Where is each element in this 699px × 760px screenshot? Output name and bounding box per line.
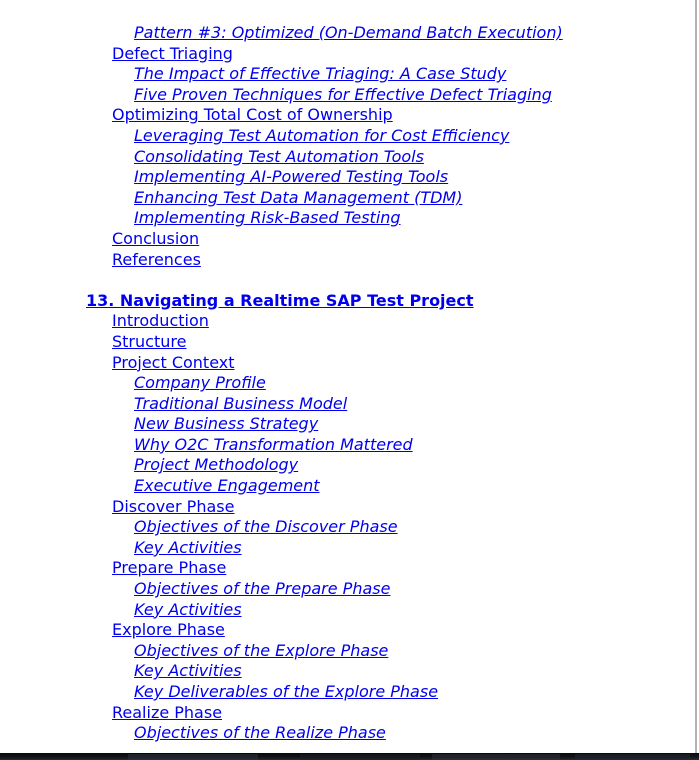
toc-entry-link[interactable]: Implementing Risk-Based Testing bbox=[134, 208, 401, 228]
toc-entry-link[interactable]: Discover Phase bbox=[112, 496, 235, 516]
toc-row bbox=[134, 538, 699, 559]
toc-row bbox=[134, 85, 699, 106]
toc-chapter-row bbox=[86, 291, 699, 312]
toc-row bbox=[112, 332, 699, 353]
toc-entry-link[interactable]: Introduction bbox=[112, 311, 209, 331]
toc-entry-link[interactable]: Objectives of the Prepare Phase bbox=[134, 579, 391, 599]
toc-row bbox=[134, 147, 699, 168]
toc-row bbox=[134, 641, 699, 662]
toc-entry-link[interactable]: Company Profile bbox=[134, 373, 266, 393]
toc-row bbox=[134, 476, 699, 497]
toc-entry-link[interactable]: Explore Phase bbox=[112, 620, 225, 640]
toc-entry-link[interactable]: Project Context bbox=[112, 352, 235, 372]
toc-entry-link[interactable]: Objectives of the Discover Phase bbox=[134, 517, 398, 537]
toc-entry-link[interactable]: Prepare Phase bbox=[112, 558, 227, 578]
taskbar-item bbox=[432, 754, 560, 760]
toc-row bbox=[112, 229, 699, 250]
toc-entry-link[interactable]: Objectives of the Realize Phase bbox=[134, 723, 386, 743]
toc-row bbox=[112, 558, 699, 579]
toc-entry-link[interactable]: Pattern #3: Optimized (On-Demand Batch Execution) bbox=[134, 23, 563, 42]
toc-entry-link[interactable]: Executive Engagement bbox=[134, 476, 320, 496]
taskbar-item bbox=[300, 754, 420, 760]
toc-entry-link[interactable]: Consolidating Test Automation Tools bbox=[134, 146, 424, 166]
toc-row bbox=[112, 497, 699, 518]
toc-chapter-link[interactable]: 13. Navigating a Realtime SAP Test Project bbox=[86, 290, 474, 310]
toc-row bbox=[134, 600, 699, 621]
toc-entry-link[interactable]: Five Proven Techniques for Effective Defect Triaging bbox=[134, 84, 552, 104]
toc-row bbox=[112, 353, 699, 374]
taskbar-item bbox=[128, 754, 258, 760]
toc-row bbox=[134, 414, 699, 435]
taskbar-item bbox=[575, 754, 690, 760]
toc-entry-link[interactable]: Defect Triaging bbox=[112, 43, 233, 63]
toc-entry-link[interactable]: Conclusion bbox=[112, 228, 200, 248]
toc-row bbox=[112, 105, 699, 126]
taskbar[interactable] bbox=[0, 753, 699, 760]
toc-row bbox=[112, 703, 699, 724]
toc-row bbox=[134, 517, 699, 538]
toc-row bbox=[134, 208, 699, 229]
toc-entry-link[interactable]: Key Activities bbox=[134, 599, 242, 619]
toc-row bbox=[134, 188, 699, 209]
toc-entry-link[interactable]: The Impact of Effective Triaging: A Case Study bbox=[134, 64, 507, 84]
toc-row bbox=[112, 311, 699, 332]
toc-entry-link[interactable]: New Business Strategy bbox=[134, 414, 319, 434]
toc-entry-link[interactable]: Leveraging Test Automation for Cost Efficiency bbox=[134, 125, 510, 145]
toc-entry-link[interactable]: Why O2C Transformation Mattered bbox=[134, 434, 413, 454]
toc-row bbox=[134, 682, 699, 703]
toc-row bbox=[134, 126, 699, 147]
toc-row bbox=[134, 64, 699, 85]
toc-entry-link[interactable]: Key Activities bbox=[134, 661, 242, 681]
toc-row bbox=[134, 167, 699, 188]
toc-entry-link[interactable]: Structure bbox=[112, 331, 187, 351]
toc-row bbox=[134, 373, 699, 394]
toc-entry-link[interactable]: Optimizing Total Cost of Ownership bbox=[112, 105, 393, 125]
toc-row bbox=[112, 250, 699, 271]
toc-row bbox=[134, 23, 699, 44]
toc-row bbox=[134, 455, 699, 476]
toc-entry-link[interactable]: Implementing AI-Powered Testing Tools bbox=[134, 167, 449, 187]
toc-row bbox=[134, 394, 699, 415]
toc-row bbox=[134, 661, 699, 682]
toc-entry-link[interactable]: Traditional Business Model bbox=[134, 393, 348, 413]
toc-entry-link[interactable]: Realize Phase bbox=[112, 702, 223, 722]
toc-row bbox=[134, 435, 699, 456]
window-right-border bbox=[695, 0, 697, 753]
toc-entry-link[interactable]: Project Methodology bbox=[134, 455, 299, 475]
toc-entry-link[interactable]: Enhancing Test Data Management (TDM) bbox=[134, 187, 463, 207]
toc-entry-link[interactable]: Key Deliverables of the Explore Phase bbox=[134, 682, 439, 701]
toc-entry-link[interactable]: References bbox=[112, 249, 201, 269]
toc-row bbox=[112, 44, 699, 65]
toc-entry-link[interactable]: Objectives of the Explore Phase bbox=[134, 640, 389, 660]
toc-row bbox=[134, 723, 699, 744]
toc-row bbox=[134, 579, 699, 600]
toc-row bbox=[112, 620, 699, 641]
toc-entry-link[interactable]: Key Activities bbox=[134, 537, 242, 557]
